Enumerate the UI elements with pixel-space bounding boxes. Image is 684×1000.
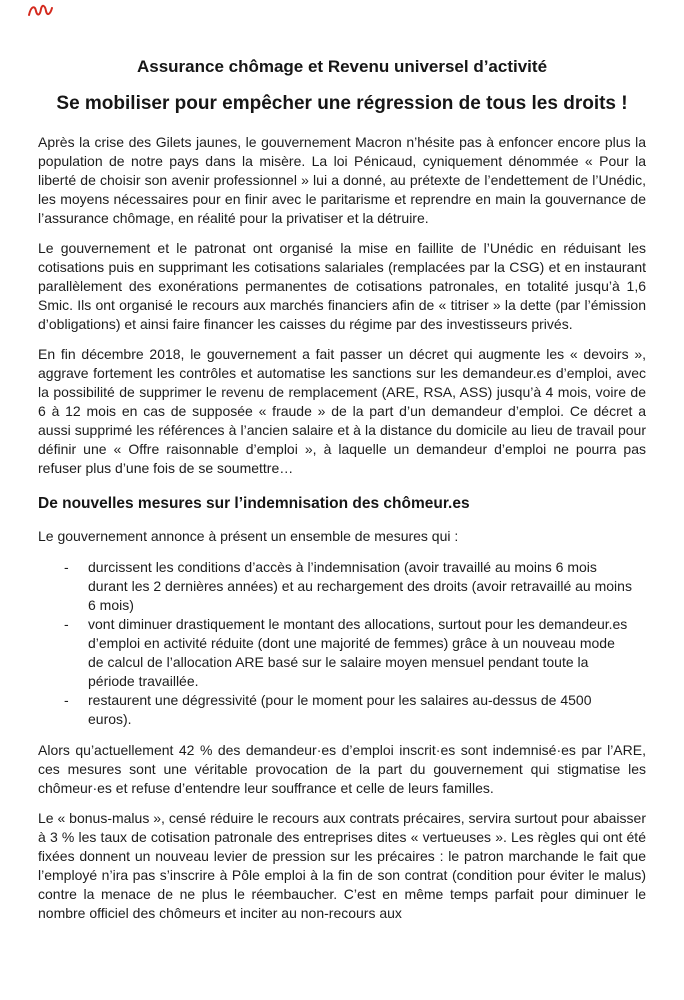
bullet-dash-marker: - [64, 692, 69, 708]
doc-subtitle: Se mobiliser pour empêcher une régression de tous les droits ! [56, 93, 628, 114]
bullet-text: vont diminuer drastiquement le montant des allocations, surtout pour les demandeur.es d’emploi en activité réduite (dont une majorité de femmes) grâce à un nouveau mode de calcul de l’allocation ARE basé sur le salaire moyen mensuel pendant toute la période travaillée. [88, 616, 628, 689]
paragraph-faillite-unedic: Le gouvernement et le patronat ont organisé la mise en faillite de l’Unédic en réduisant les cotisations puis en supprimant les cotisations salariales (remplacées par la CSG) et en instaurant parallèlement des exonérations permanentes de cotisations patronales, en totalité jusqu’à 1,6 Smic. Ils ont organisé le recours aux marchés financiers afin de « titriser » la dette (par l’émission d’obligations) et ainsi faire financer les caisses du régime par des investisseurs privés. [38, 240, 646, 332]
bullet-text: restaurent une dégressivité (pour le moment pour les salaires au-dessus de 4500 euros). [88, 692, 592, 727]
paragraph-decret-2018: En fin décembre 2018, le gouvernement a fait passer un décret qui augmente les « devoirs », aggrave fortement les contrôles et automatise les sanctions sur les demandeur.es d’emploi, avec la possibilité de supprimer le revenu de remplacement (ARE, RSA, ASS) jusqu’à 4 mois, voire de 6 à 12 mois en cas de supposée « fraude » de la part d’un demandeur d’emploi. Ce décret a aussi supprimé les références à l’ancien salaire et à la distance du domicile au lieu de travail pour définir une « Offre raisonnable d’emploi », à laquelle un demandeur d’emploi ne pourra pas refuser plus d’une fois de se soumettre… [38, 346, 646, 476]
measures-bullet-list [38, 558, 646, 729]
doc-title: Assurance chômage et Revenu universel d’activité [136, 57, 548, 76]
paragraph-gilets-jaunes: Après la crise des Gilets jaunes, le gouvernement Macron n’hésite pas à enfoncer encore plus la population de notre pays dans la misère. La loi Pénicaud, cyniquement dénommée « Pour la liberté de choisir son avenir professionnel » lui a donné, au prétexte de l’endettement de l’Unédic, les moyens nécessaires pour en finir avec le paritarisme et reprendre en main la gouvernance de l’assurance chômage, en réalité pour la privatiser et la détruire. [38, 134, 646, 226]
section-heading-indemnisation: De nouvelles mesures sur l’indemnisation des chômeur.es [38, 495, 470, 512]
bullet-dash-marker: - [64, 616, 69, 632]
list-item [38, 691, 646, 729]
bullet-text: durcissent les conditions d’accès à l’indemnisation (avoir travaillé au moins 6 mois durant les 2 dernières années) et au rechargement des droits (avoir retravaillé au moins 6 mois) [88, 559, 632, 613]
list-item [38, 615, 646, 691]
bullet-list-intro: Le gouvernement annonce à présent un ensemble de mesures qui : [38, 528, 459, 544]
paragraph-42-pourcent: Alors qu’actuellement 42 % des demandeur·es d’emploi inscrit·es sont indemnisé·es par l’ARE, ces mesures sont une véritable provocation de la part du gouvernement qui stigmatise les chômeur·es et refuse d’entendre leur souffrance et celle de leurs familles. [38, 742, 646, 796]
paragraph-bonus-malus: Le « bonus-malus », censé réduire le recours aux contrats précaires, servira surtout pour abaisser à 3 % les taux de cotisation patronale des entreprises dites « vertueuses ». Les règles qui ont été fixées donnent un nouveau levier de pression sur les précaires : le patron marchande le fait que l’employé n’ira pas s’inscrire à Pôle emploi à la fin de son contrat (condition pour éviter le malus) contre la menace de ne plus le réembaucher. C’est en même temps parfait pour diminuer le nombre officiel des chômeurs et inciter au non-recours aux [38, 810, 646, 921]
red-scribble-annotation-icon [27, 3, 59, 20]
bullet-dash-marker: - [64, 559, 69, 575]
list-item [38, 558, 646, 615]
